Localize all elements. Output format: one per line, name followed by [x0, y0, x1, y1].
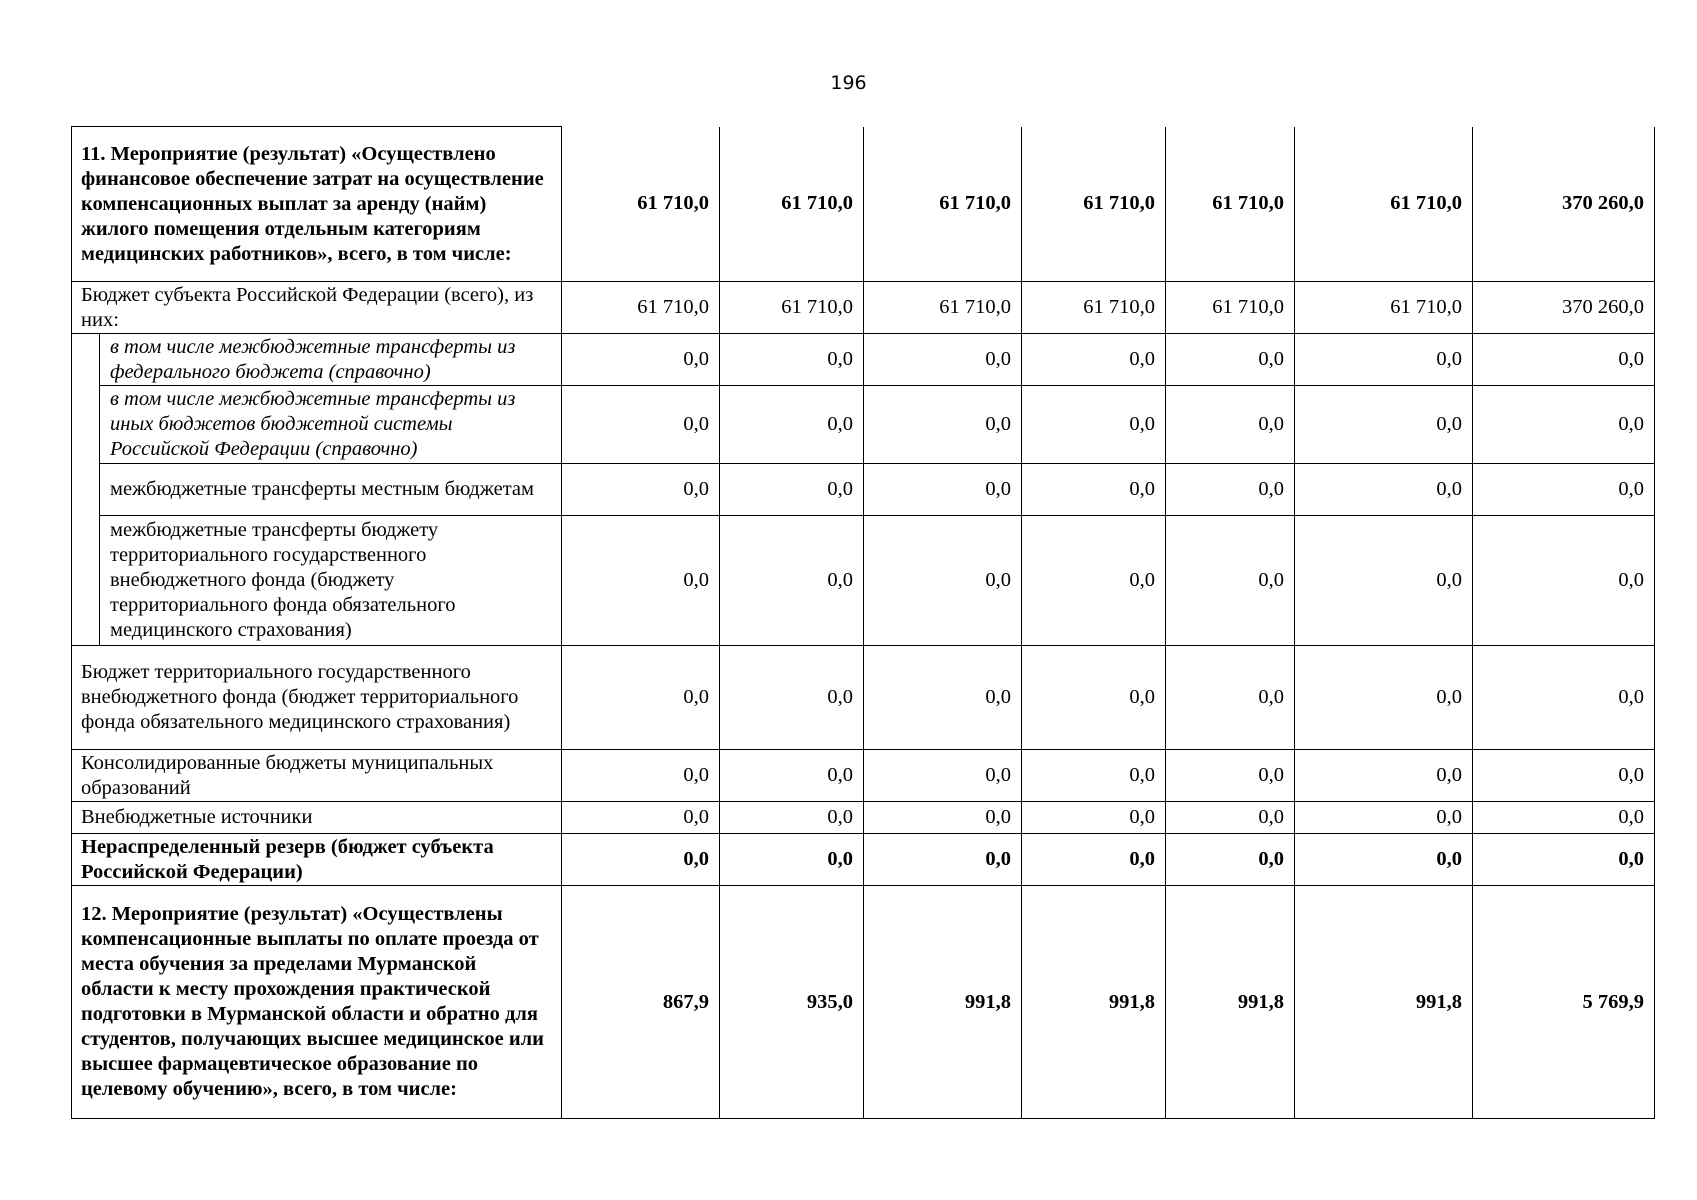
table-row	[72, 802, 1655, 834]
value-cell: 61 710,0	[864, 127, 1022, 282]
value-cell: 61 710,0	[1166, 282, 1295, 334]
value-cell: 0,0	[864, 334, 1022, 386]
value-cell: 0,0	[1166, 334, 1295, 386]
value-cell: 0,0	[1473, 464, 1655, 516]
value-cell: 0,0	[1022, 802, 1166, 834]
page-number: 196	[830, 72, 867, 94]
value-cell: 61 710,0	[1022, 127, 1166, 282]
value-cell: 0,0	[1166, 750, 1295, 802]
value-cell: 991,8	[864, 886, 1022, 1119]
value-cell: 61 710,0	[1295, 127, 1473, 282]
value-cell: 61 710,0	[720, 127, 864, 282]
indent-cell	[72, 334, 100, 646]
value-cell: 0,0	[720, 334, 864, 386]
value-cell: 0,0	[562, 386, 720, 464]
value-cell: 370 260,0	[1473, 282, 1655, 334]
value-cell: 867,9	[562, 886, 720, 1119]
row-label: межбюджетные трансферты бюджету территориального государственного внебюджетного фонда (бюджету территориального фонда обязательного медицинского страхования)	[100, 516, 562, 646]
value-cell: 991,8	[1295, 886, 1473, 1119]
value-cell: 0,0	[1166, 834, 1295, 886]
value-cell: 0,0	[720, 802, 864, 834]
value-cell: 0,0	[864, 386, 1022, 464]
value-cell: 0,0	[1295, 464, 1473, 516]
value-cell: 0,0	[1166, 386, 1295, 464]
table-row	[72, 127, 1655, 282]
row-label: межбюджетные трансферты местным бюджетам	[100, 464, 562, 516]
funding-table	[71, 126, 1655, 1119]
table-row	[72, 516, 1655, 646]
value-cell: 0,0	[1166, 646, 1295, 750]
value-cell: 61 710,0	[1295, 282, 1473, 334]
value-cell: 0,0	[1473, 516, 1655, 646]
value-cell: 0,0	[864, 802, 1022, 834]
value-cell: 0,0	[1295, 516, 1473, 646]
value-cell: 935,0	[720, 886, 864, 1119]
row-label: Бюджет субъекта Российской Федерации (всего), из них:	[72, 282, 562, 334]
value-cell: 0,0	[562, 516, 720, 646]
value-cell: 61 710,0	[562, 127, 720, 282]
row-label: Консолидированные бюджеты муниципальных образований	[72, 750, 562, 802]
value-cell: 0,0	[562, 646, 720, 750]
table-row	[72, 386, 1655, 464]
value-cell: 61 710,0	[864, 282, 1022, 334]
row-label: Внебюджетные источники	[72, 802, 562, 834]
value-cell: 0,0	[1022, 334, 1166, 386]
row-label: Нераспределенный резерв (бюджет субъекта Российской Федерации)	[72, 834, 562, 886]
value-cell: 0,0	[1022, 646, 1166, 750]
value-cell: 991,8	[1166, 886, 1295, 1119]
value-cell: 0,0	[1022, 386, 1166, 464]
value-cell: 61 710,0	[1166, 127, 1295, 282]
table-row	[72, 750, 1655, 802]
table-row	[72, 834, 1655, 886]
value-cell: 0,0	[1022, 750, 1166, 802]
value-cell: 0,0	[720, 750, 864, 802]
table-row	[72, 334, 1655, 386]
value-cell: 0,0	[562, 334, 720, 386]
value-cell: 0,0	[1295, 802, 1473, 834]
value-cell: 0,0	[1022, 516, 1166, 646]
row-label: в том числе межбюджетные трансферты из федерального бюджета (справочно)	[100, 334, 562, 386]
value-cell: 0,0	[1295, 386, 1473, 464]
value-cell: 5 769,9	[1473, 886, 1655, 1119]
value-cell: 0,0	[1166, 516, 1295, 646]
value-cell: 0,0	[1166, 464, 1295, 516]
value-cell: 0,0	[1022, 834, 1166, 886]
value-cell: 0,0	[864, 516, 1022, 646]
row-label: 12. Мероприятие (результат) «Осуществлены компенсационные выплаты по оплате проезда от места обучения за пределами Мурманской области к месту прохождения практической подготовки в Мурманской области и обратно для студентов, получающих высшее медицинское или высшее фармацевтическое образование по целевому обучению», всего, в том числе:	[72, 886, 562, 1119]
value-cell: 0,0	[1022, 464, 1166, 516]
value-cell: 0,0	[562, 802, 720, 834]
value-cell: 0,0	[720, 464, 864, 516]
value-cell: 0,0	[720, 516, 864, 646]
value-cell: 0,0	[562, 834, 720, 886]
value-cell: 0,0	[864, 464, 1022, 516]
value-cell: 0,0	[864, 834, 1022, 886]
value-cell: 61 710,0	[562, 282, 720, 334]
value-cell: 0,0	[1295, 334, 1473, 386]
value-cell: 0,0	[864, 750, 1022, 802]
row-label: Бюджет территориального государственного внебюджетного фонда (бюджет территориального фонда обязательного медицинского страхования)	[72, 646, 562, 750]
value-cell: 0,0	[720, 386, 864, 464]
value-cell: 370 260,0	[1473, 127, 1655, 282]
value-cell: 0,0	[1473, 386, 1655, 464]
value-cell: 0,0	[720, 646, 864, 750]
value-cell: 0,0	[1295, 646, 1473, 750]
value-cell: 0,0	[1473, 646, 1655, 750]
value-cell: 0,0	[864, 646, 1022, 750]
value-cell: 0,0	[1473, 750, 1655, 802]
value-cell: 0,0	[1473, 334, 1655, 386]
table-row	[72, 464, 1655, 516]
table-row	[72, 646, 1655, 750]
row-label: в том числе межбюджетные трансферты из иных бюджетов бюджетной системы Российской Федерации (справочно)	[100, 386, 562, 464]
row-label: 11. Мероприятие (результат) «Осуществлено финансовое обеспечение затрат на осуществление компенсационных выплат за аренду (найм) жилого помещения отдельным категориям медицинских работников», всего, в том числе:	[72, 127, 562, 282]
value-cell: 0,0	[562, 750, 720, 802]
value-cell: 0,0	[1295, 834, 1473, 886]
value-cell: 61 710,0	[720, 282, 864, 334]
value-cell: 0,0	[1473, 802, 1655, 834]
value-cell: 61 710,0	[1022, 282, 1166, 334]
table-row	[72, 282, 1655, 334]
value-cell: 991,8	[1022, 886, 1166, 1119]
table-row	[72, 886, 1655, 1119]
value-cell: 0,0	[562, 464, 720, 516]
value-cell: 0,0	[1166, 802, 1295, 834]
value-cell: 0,0	[720, 834, 864, 886]
value-cell: 0,0	[1295, 750, 1473, 802]
value-cell: 0,0	[1473, 834, 1655, 886]
